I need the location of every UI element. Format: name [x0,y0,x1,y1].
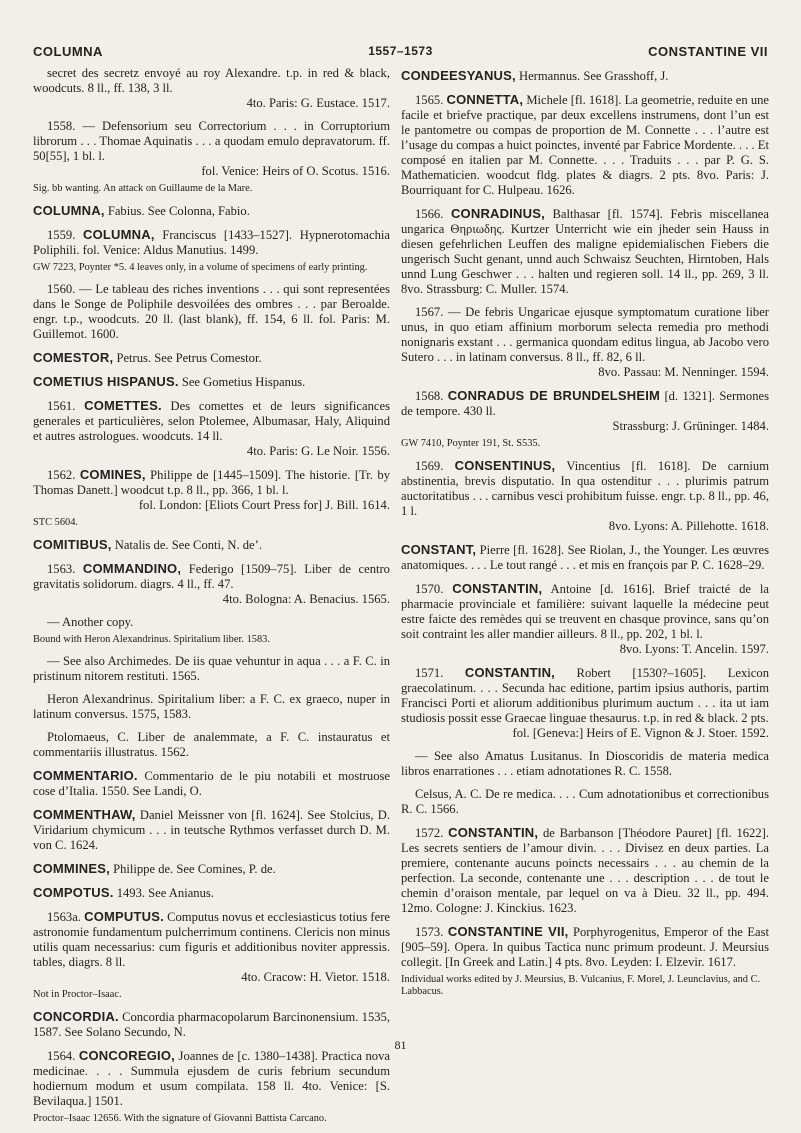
entry-number: 1563a. [47,910,81,924]
entry-number: 1564. [47,1049,76,1063]
entry-imprint: fol. Venice: Heirs of O. Scotus. 1516. [201,164,390,178]
entry-text: Michele [fl. 1618]. La geometrie, reduite en une facile et briefve practique, par deux excellens instrumens, dont l’un est le pantometre ou compas de proportion de M. Connette . . . l’autre est l’usage du compas a huict poinctes, inventé par Fabrice Mordente. . . . Et composé en italien par M. Connette. . . . Traduits . . . par P. G. S. Mathematicien. woodcut fldg. plates & diagrs. 2 pts. 8vo. Paris: J. Bourriquant for C. Hulpeau. 1626. [401,93,770,197]
catalogue-entry [33,537,390,553]
catalogue-entry [33,885,390,901]
entry-note: GW 7410, Poynter 191, St. S535. [401,438,541,449]
entry-heading: COMMENTHAW, [33,807,136,822]
entry-text: 1560. — Le tableau des riches inventions . . . qui sont representées dans le Songe de Poliphile desvoilées des ombres . . . par Beroalde. engr. t.p., woodcuts. 20 ll. (last blank), ff. 154, 6 ll. fol. Paris: M. Guillemot. 1600. [33,282,390,341]
catalogue-entry [401,92,769,198]
entry-heading: CONSTANTIN, [464,665,555,680]
entry-number: 1573. [415,925,444,939]
catalogue-entry [401,388,769,434]
entry-text: 1558. — Defensorium seu Correctorium . . . in Corruptorium librorum . . . Thomae Aquinatis . . . a quodam emulo depravatorum. ff. 50[55], 1 bl. l. [33,119,390,163]
entry-note: GW 7223, Poynter *5. 4 leaves only, in a volume of specimens of early printing. [33,262,368,273]
entry-imprint: 8vo. Lyons: T. Ancelin. 1597. [619,642,769,656]
catalogue-entry [33,350,390,366]
catalogue-entry [401,665,769,741]
entry-text: Balthasar [fl. 1574]. Febris miscellanea ungarica Θηριωδης. Kurtzer Unterricht wie ein jheder sein Hauss in diesen gefehrlichen Leuffen des maligne epidemialischen Fiebers die ungerisch Sucht genant, unnd auch Schwaisz Seuchten, Hirntoben, Hals unnd Lung Geschwer . . . halten und regieren soll. 14 ll., pp. 269, 3 ll. 8vo. Strassburg: C. Muller. 1574. [401,207,769,296]
entry-heading: COMMENTARIO. [33,768,138,783]
entry-number: 1568. [415,389,444,403]
entry-text: Porphyrogenitus, Emperor of the East [905–59]. Opera. In quibus Tactica nunc primum prodeunt. J. Meursius collegit. [In Greek and Latin.] 4 pts. 8vo. Leyden: I. Elzevir. 1617. [401,925,770,969]
catalogue-entry [401,581,769,657]
entry-heading: CONRADINUS, [450,206,545,221]
entry-heading: COLUMNA, [83,227,155,242]
entry-imprint: Strassburg: J. Grüninger. 1484. [612,419,769,433]
entry-number: 1563. [47,562,76,576]
entry-heading: COMPUTUS. [84,909,164,924]
entry-note: STC 5604. [33,517,79,528]
entry-number: 1572. [415,826,444,840]
entry-text: — See also Amatus Lusitanus. In Dioscoridis de materia medica libros enarrationes . . . etiam adnotationes R. C. 1558. [401,749,769,778]
entry-text: Philippe de. See Comines, P. de. [113,862,276,876]
entry-text: Federigo [1509–75]. Liber de centro gravitatis solidorum. diagrs. 4 ll., ff. 47. [33,562,390,591]
entry-number: 1569. [415,459,444,473]
catalogue-entry [33,119,390,179]
catalogue-entry [401,749,769,779]
catalogue-entry [33,467,390,513]
catalogue-entry [33,561,390,607]
entry-heading: COMITIBUS, [33,537,112,552]
catalogue-entry [33,227,390,258]
entry-text: 1493. See Anianus. [116,886,214,900]
entry-text: Robert [1530?–1605]. Lexicon graecolatinum. . . . Secunda hac editione, partim ipsius authoris, partim Francisci Porti et aliorum additionibus plurimum auctum . . . ita ut iam studiosis possit esse Graecae linguae thesaurus. t.p. in red & black. 2 pts. [401,666,769,725]
catalogue-entry [401,68,769,84]
entry-text: [d. 1321]. Sermones de tempore. 430 ll. [401,389,770,418]
entry-text: Fabius. See Colonna, Fabio. [107,204,250,218]
entry-note: Individual works edited by J. Meursius, B. Vulcanius, F. Morel, J. Leunclavius, and C. Labbacus. [401,974,761,997]
entry-heading: COMESTOR, [33,350,114,365]
catalogue-entry [401,924,769,970]
entry-text: Joannes de [c. 1380–1438]. Practica nova medicinae. . . . Summula ejusdem de curis febrium secundum hodiernum modum et usum compilata. 158 ll. 4to. Venice: [S. Bevilaqua.] 1501. [33,1049,390,1108]
entry-number: 1566. [415,207,444,221]
entry-text: Celsus, A. C. De re medica. . . . Cum adnotationibus et correctionibus R. C. 1566. [401,787,769,816]
entry-heading: CONDEESYANUS, [401,68,516,83]
entry-text: Des comettes et de leurs significances generales et particulières, selon Ptolemee, Albumasar, Haly, Aliquind et autres astrologues. woodcuts. 14 ll. [33,399,390,443]
catalogue-entry [401,542,769,573]
entry-text: Heron Alexandrinus. Spiritalium liber: a F. C. ex graeco, nuper in latinum conversus. 1575, 1583. [33,692,390,721]
entry-text: Pierre [fl. 1628]. See Riolan, J., the Younger. Les œuvres anatomiques. . . . Le tout rangé . . . et mis en françois par P. C. 1628–29. [401,543,769,572]
entry-heading: CONSTANTINE VII, [447,924,569,939]
entry-heading: COMMINES, [33,861,110,876]
entry-imprint: 4to. Paris: G. Eustace. 1517. [246,96,390,110]
entry-number: 1565. [415,93,444,107]
entry-heading: CONCOREGIO, [78,1048,175,1063]
catalogue-entry [33,861,390,877]
catalogue-entry [33,203,390,219]
catalogue-entry [401,458,769,534]
running-head-right: CONSTANTINE VII [648,44,768,59]
catalogue-entry [33,1048,390,1109]
entry-heading: CONSTANTIN, [452,581,543,596]
running-head-range: 1557–1573 [368,44,433,58]
entry-heading: CONSTANTIN, [448,825,539,840]
catalogue-entry [401,206,769,297]
entry-heading: COMINES, [79,467,146,482]
entry-text: Franciscus [1433–1527]. Hypnerotomachia Poliphili. fol. Venice: Aldus Manutius. 1499. [33,228,390,257]
entry-imprint: 4to. Paris: G. Le Noir. 1556. [246,444,390,458]
entry-text: secret des secretz envoyé au roy Alexandre. t.p. in red & black, woodcuts. 8 ll., ff. 138, 3 ll. [33,66,390,95]
entry-heading: CONRADUS DE BRUNDELSHEIM [447,388,661,403]
catalogue-entry [401,787,769,817]
catalogue-entry [33,768,390,799]
entry-heading: COLUMNA, [33,203,105,218]
catalogue-entry [401,305,769,380]
entry-imprint: 4to. Cracow: H. Vietor. 1518. [241,970,390,984]
entry-text: de Barbanson [Théodore Pauret] [fl. 1622]. Les secrets sentiers de l’amour divin. . . . Divisez en deux parties. La premiere, contenante aucuns poincts necessairs . . . au chemin de la perfection. La seconde, contenante une . . . description . . . de tout le chemin d’oraison mentale, par lequel on va à Dieu. 32 ll., pp. 494. 12mo. Cologne: J. Kinckius. 1623. [401,826,769,915]
entry-text: Hermannus. See Grasshoff, J. [518,69,669,83]
entry-note: Not in Proctor–Isaac. [33,989,122,1000]
entry-number: 1571. [415,666,444,680]
catalogue-entry [33,1009,390,1040]
entry-text: Natalis de. See Conti, N. de’. [114,538,262,552]
entry-number: 1561. [47,399,76,413]
catalogue-entry [33,66,390,111]
entry-note: Bound with Heron Alexandrinus. Spiritalium liber. 1583. [33,634,270,645]
left-column [33,66,390,1133]
entry-imprint: 8vo. Lyons: A. Pillehotte. 1618. [608,519,769,533]
catalogue-entry [33,692,390,722]
entry-text: Antoine [d. 1616]. Brief traicté de la pharmacie provinciale et familière: suivant laquelle la médecine peut estre faicte des remèdes qui se treuvent en chasque province, sans qu’on soit contraint les aller mandier ailleurs. 8 ll., pp. 202, 1 bl. l. [401,582,769,641]
right-column [401,66,769,1006]
entry-heading: COMETIUS HISPANUS. [33,374,179,389]
entry-heading: CONCORDIA. [33,1009,119,1024]
entry-text: Ptolomaeus, C. Liber de analemmate, a F. C. instauratus et commentariis illustratus. 1562. [33,730,390,759]
catalogue-entry [401,825,769,916]
entry-heading: COMETTES. [84,398,162,413]
entry-text: Concordia pharmacopolarum Barcinonensium. 1535, 1587. See Solano Secundo, N. [33,1010,390,1039]
catalogue-entry [33,374,390,390]
catalogue-entry [33,730,390,760]
entry-text: 1567. — De febris Ungaricae ejusque symptomatum curatione liber unus, in quo etiam affinium morborum selecta remedia pro methodi nonignaris exstant . . . germanica quondam editus lingua, ab Jacobo vero Sutero . . . in latinam conversus. 8 ll., ff. 82, 6 ll. [401,305,769,364]
catalogue-entry [33,282,390,342]
entry-heading: CONNETTA, [446,92,524,107]
catalogue-entry [33,615,390,630]
entry-text: Commentario de le piu notabili et mostruose cose d’Italia. 1550. See Landi, O. [33,769,390,798]
entry-number: 1559. [47,228,76,242]
entry-number: 1570. [415,582,444,596]
entry-text: See Gometius Hispanus. [181,375,306,389]
catalogue-entry [33,654,390,684]
running-head-left: COLUMNA [33,44,103,59]
entry-heading: CONSENTINUS, [454,458,556,473]
entry-text: Vincentius [fl. 1618]. De carnium abstinentia, brevis disputatio. In qua ostenditur . . . plurimis patrum auctoritatibus . . . carnibus vesci prohibitum fuisse. engr. t.p. 8 ll., pp. 46, 1 l. [401,459,769,518]
entry-heading: COMPOTUS. [33,885,114,900]
entry-note: Proctor–Isaac 12656. With the signature of Giovanni Battista Carcano. [33,1113,327,1124]
entry-text: — Another copy. [47,615,134,629]
entry-heading: CONSTANT, [401,542,477,557]
entry-heading: COMMANDINO, [82,561,182,576]
entry-text: Philippe de [1445–1509]. The historie. [Tr. by Thomas Danett.] woodcut t.p. 8 ll., pp. 366, 1 bl. l. [33,468,390,497]
entry-note: Sig. bb wanting. An attack on Guillaume de la Mare. [33,183,253,194]
catalogue-entry [33,807,390,853]
entry-text: — See also Archimedes. De iis quae vehuntur in aqua . . . a F. C. in pristinum nitorem restituti. 1565. [33,654,390,683]
entry-imprint: fol. [Geneva:] Heirs of E. Vignon & J. Stoer. 1592. [512,726,769,740]
entry-text: Petrus. See Petrus Comestor. [116,351,262,365]
entry-imprint: 8vo. Passau: M. Nenninger. 1594. [598,365,769,379]
catalogue-entry [33,909,390,985]
entry-imprint: 4to. Bologna: A. Benacius. 1565. [222,592,390,606]
entry-imprint: fol. London: [Eliots Court Press for] J. Bill. 1614. [138,498,390,512]
entry-text: Daniel Meissner von [fl. 1624]. See Stolcius, D. Viridarium chymicum . . . in teutsche Rythmos verfasset durch D. M. von C. 1624. [33,808,390,852]
catalogue-entry [33,398,390,459]
entry-text: Computus novus et ecclesiasticus totius fere astronomie fundamentum pulcherrimum continens. Clericis non minus utilis quam necessarius: cum figuris et additionibus noviter appressis. tables, diagrs. 8 ll. [33,910,390,969]
entry-number: 1562. [47,468,76,482]
page-number: 81 [394,1038,407,1052]
